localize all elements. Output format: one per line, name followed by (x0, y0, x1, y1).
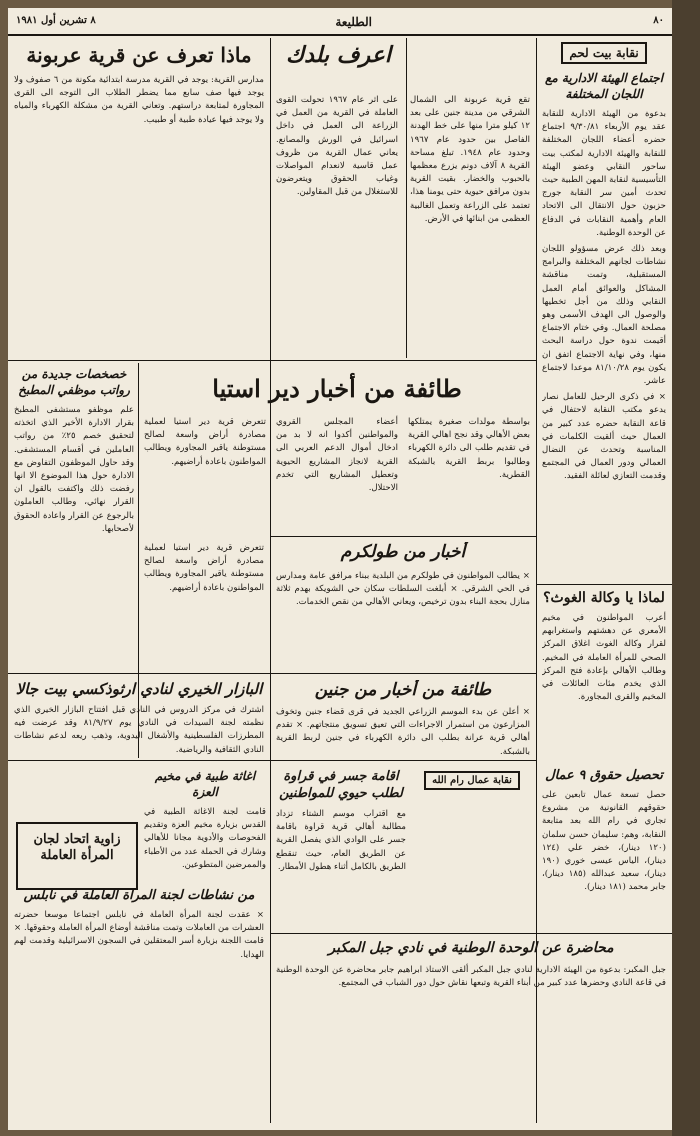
workers-union-headline: تحصيل حقوق ٩ عمال (545, 768, 663, 783)
bridge-text: مع اقتراب موسم الشتاء تزداد مطالبة أهالي قرية قراوة باقامة جسر على الوادي الذي يفصل القرية عن الطريق العام، حيث تنقطع الطريق بالكامل أثناء هطول الأمطار. (276, 809, 406, 872)
union-text-2: وبعد ذلك عرض مسؤولو اللجان نشاطات لجانهم المختلفة والبرامج المستقبلية، وتمت مناقشة المشاكل والعوائق أمام العمل النقابي وذلك من أجل تخطيها والوصول الى الهدف الأسمى وهو مصلحة العمال. وفي ختام الاجتماع أقيمت ندوة حول دراسة البحث منها، وفي نهاية الاجتماع اتفق ان يكون يوم ٨١/١٠/٢٨ موعدا لاجتماع عاشر. (542, 244, 666, 387)
newspaper-page (8, 8, 672, 1130)
ghawth-title: لماذا يا وكالة الغوث؟ (543, 590, 665, 606)
paper-name: الطليعة (335, 15, 372, 29)
deir-istiya-text-3: تتعرض قرية دير استيا لعملية مصادرة أراض واسعة لصالح مستوطنة ياقير المجاورة ويطالب المواطنون باعادة أراضيهم. (144, 417, 266, 467)
bridge-title: اقامة جسر في قراوة لطلب حيوي للمواطنين (279, 769, 403, 801)
arbouna-headline: ماذا تعرف عن قرية عربونة (26, 43, 252, 67)
lecture-text: جبل المكبر: بدعوة من الهيئة الادارية لنادي جبل المكبر ألقى الاستاذ ابراهيم جابر محاضرة عن الوحدة الوطنية في قاعة النادي وحضرها عدد كبير من أبناء القرية وتبعها نقاش حول دور الشباب في المجتمع. (276, 965, 666, 989)
arbouna-article (14, 42, 264, 354)
ghawth-article (542, 590, 666, 750)
deir-istiya-text-2: أعضاء المجلس القروي والمواطنين أكدوا انه لا بد من ادخال أموال الدعم العربي الى القرية لانجاز المشاريع الحيوية وتعطيل المشاريع التي تخدم الاحتلال. (276, 417, 398, 494)
lecture-article (276, 940, 666, 1124)
staff-text: علم موظفو مستشفى المطبخ بقرار الادارة الأخير الذي اتخذته لتحقيق خصم ٢٥٪ من رواتب العاملين في أقسام المستشفى. وقد حاول الموظفون التفاوض مع الادارة حول هذا الموضوع الا انها رفضت ذلك واكتفت بالقول ان القرار نهائي، وطالب العاملون بالرجوع عن القرار واعادة الحقوق لأصحابها. (14, 405, 134, 534)
section-rule (8, 360, 536, 361)
ghawth-text: أعرب المواطنون في مخيم الأمعري عن دهشتهم واستغرابهم لقرار وكالة الغوث اغلاق المركز الصحي للمرأة العاملة في المخيم. وطالب الأهالي بإعادة فتح المركز الذي يخدم مئات العائلات في المخيم والقرى المجاورة. (542, 613, 666, 703)
bazaar-text: اشترك في مركز الدروس في النادي قبل افتتاح البازار الخيري الذي نظمته لجنة السيدات في النادي يوم ٨١/٩/٢٧ وقد عرضت فيه المطرزات الفلسطينية والأشغال اليدوية، وذهب ريعه لدعم نشاطات النادي الثقافية والرياضية. (14, 705, 264, 755)
deir-istiya-article (144, 368, 530, 533)
union-title: نقابة بيت لحم (561, 42, 646, 64)
book-binding (672, 0, 700, 1136)
issue-date: ٨ تشرين أول ١٩٨١ (16, 15, 96, 26)
lecture-title: محاضرة عن الوحدة الوطنية في نادي جبل المكبر (328, 940, 614, 956)
section-rule (270, 933, 672, 934)
medical-aid-title: اغاثة طبية في مخيم العزة (154, 769, 256, 799)
jenin-title: طائفة من أخبار من جنين (314, 680, 492, 700)
workers-union-side (412, 768, 532, 928)
union-text-3: × في ذكرى الرحيل للعامل نصار يدعو مكتب النقابة لاحتفال في قاعة النقابة حضره عدد كبير من العمال حيث ألقيت الكلمات في المناسبة وتحدث عن النضال العمالي ودور العمال في المجتمع وقدمت التعازي لعائلة الفقيد. (542, 392, 666, 482)
union-text-1: بدعوة من الهيئة الادارية للنقابة عقد يوم الأربعاء ٩/٣٠/٨١ اجتماع حضره أعضاء اللجان المختلفة للنقابة والهيئة الادارية لمكتب بيت ساحور النقابي وعضو الهيئة التأسيسية لنقابة المهن الطبية حيث تحدث أمين سر النقابة جورج حزبون حول الانتقال الى الاتحاد العام وأهمية النقابات في الدفاع عن الوحدة الوطنية. (542, 109, 666, 238)
staff-article (14, 366, 134, 666)
deir-istiya-title: طائفة من أخبار دير استيا (212, 374, 462, 403)
womens-corner-logo (16, 822, 138, 890)
know-country-col-right: تقع قرية عربونة الى الشمال الشرقي من مدينة جنين على بعد ١٢ كيلو مترا منها على خط الهدنة الفاصل بين حدود عام ١٩٦٧ وحدود عام ١٩٤٨. تبلغ مساحة القرية ٨ آلاف دونم يزرع معظمها بالحبوب والخضار. بقيت القرية بدون مرافق حيوية حتى يومنا هذا، تعتمد على الزراعة وتعمل الغالبية العظمى من ابنائها في الأرض. (410, 95, 530, 224)
workers-union-title: نقابة عمال رام الله (424, 771, 520, 790)
section-rule (8, 760, 536, 761)
know-country-col-mid: على اثر عام ١٩٦٧ تحولت القوى العاملة في القرية من العمل في الزراعة الى العمل في داخل اسرائيل في الورش والمصانع. يعاني عمال القرية من ظروف عمل قاسية لانعدام المواصلات وغياب الحقوق ويتعرضون للاستغلال من قبل المقاولين. (276, 95, 399, 198)
know-country-title: اعرف بلدك (286, 42, 391, 68)
jenin-text: × أعلن عن بدء الموسم الزراعي الجديد في قرى قضاء جنين وتخوف المزارعون من استمرار الاجراءات التي تعيق تسويق منتجاتهم. × تقدم أهالي قرية عرانة بطلب الى دائرة الكهرباء في جنين لربط القرية بالشبكة. (276, 707, 530, 757)
womens-article (14, 888, 264, 1124)
union-subtitle: اجتماع الهيئة الادارية مع اللجان المختلفة (544, 71, 664, 101)
column-rule (270, 38, 271, 1123)
tulkarm-continued: تتعرض قرية دير استيا لعملية مصادرة أراض واسعة لصالح مستوطنة ياقير المجاورة ويطالب المواطنون باعادة أراضيهم. (144, 543, 264, 593)
staff-title: خصخصات جديدة من رواتب موظفي المطبخ (18, 367, 130, 397)
workers-union-text: حصل تسعة عمال تابعين على حقوقهم القانونية من مشروع تجاري في رام الله بعد متابعة النقابة، وهم: سليمان حسن سلمان (١٢٠ دينار)، خضر علي (١٢٤ دينار)، الياس عيسى خوري (١٩٠ دينار)، سعيد عبدالله (١٨٥ دينار)، جابر محمد (١٨١ دينار). (542, 790, 666, 893)
tulkarm-text: × يطالب المواطنون في طولكرم من البلدية ببناء مرافق عامة ومدارس في الحي الشرقي. × أبلغت السلطات سكان حي الشويكة بهدم ثلاثة منازل بحجة البناء بدون ترخيص، ويعاني الأهالي من نقص الخدمات. (276, 571, 530, 608)
tulkarm-article (276, 542, 530, 667)
section-rule (536, 584, 672, 585)
page-header (8, 8, 672, 36)
know-your-country (276, 42, 530, 354)
bazaar-article (14, 680, 264, 756)
womens-corner-title: زاوية اتحاد لجان المرأة العاملة (33, 832, 121, 863)
womens-headline: من نشاطات لجنة المرأة العاملة في نابلس (23, 888, 255, 903)
workers-union-article (542, 768, 666, 928)
medical-aid-text: قامت لجنة الاغاثة الطبية في القدس بزيارة مخيم العزة وتقديم الفحوصات والأدوية مجانا للأهالي وشارك في الحملة عدد من الأطباء والممرضين المتطوعين. (144, 807, 266, 870)
bazaar-title: البازار الخيري لنادي ارثوذكسي بيت جالا (15, 680, 263, 698)
bridge-article (276, 768, 406, 928)
section-rule (270, 536, 536, 537)
page-number: ٨٠ (653, 15, 664, 26)
union-column (542, 42, 666, 582)
womens-text: × عقدت لجنة المرأة العاملة في نابلس اجتماعا موسعا حضرته العشرات من العاملات وتمت مناقشة أوضاع المرأة العاملة وحقوقها. × قامت اللجنة بزيارة أسر المعتقلين في السجون الاسرائيلية وقدمت لهم الهدايا. (14, 910, 264, 960)
tulkarm-title: أخبار من طولكرم (340, 542, 466, 562)
section-rule (8, 673, 536, 674)
jenin-article (276, 680, 530, 760)
arbouna-text: مدارس القرية: يوجد في القرية مدرسة ابتدائية مكونة من ٦ صفوف ولا يوجد فيها صف سابع مما يضطر الطلاب الى التوجه الى القرى المجاورة لمتابعة دراستهم. وتعاني القرية من مشكلة الكهرباء والمياه ولا يوجد فيها عيادة طبية أو طبيب. (14, 75, 264, 125)
deir-istiya-text-1: بواسطة مولدات صغيرة يمتلكها بعض الأهالي وقد نجح اهالي القرية في تقديم طلب الى دائرة الكهرباء وطالبوا بربط القرية بالشبكة القطرية. (408, 417, 530, 480)
